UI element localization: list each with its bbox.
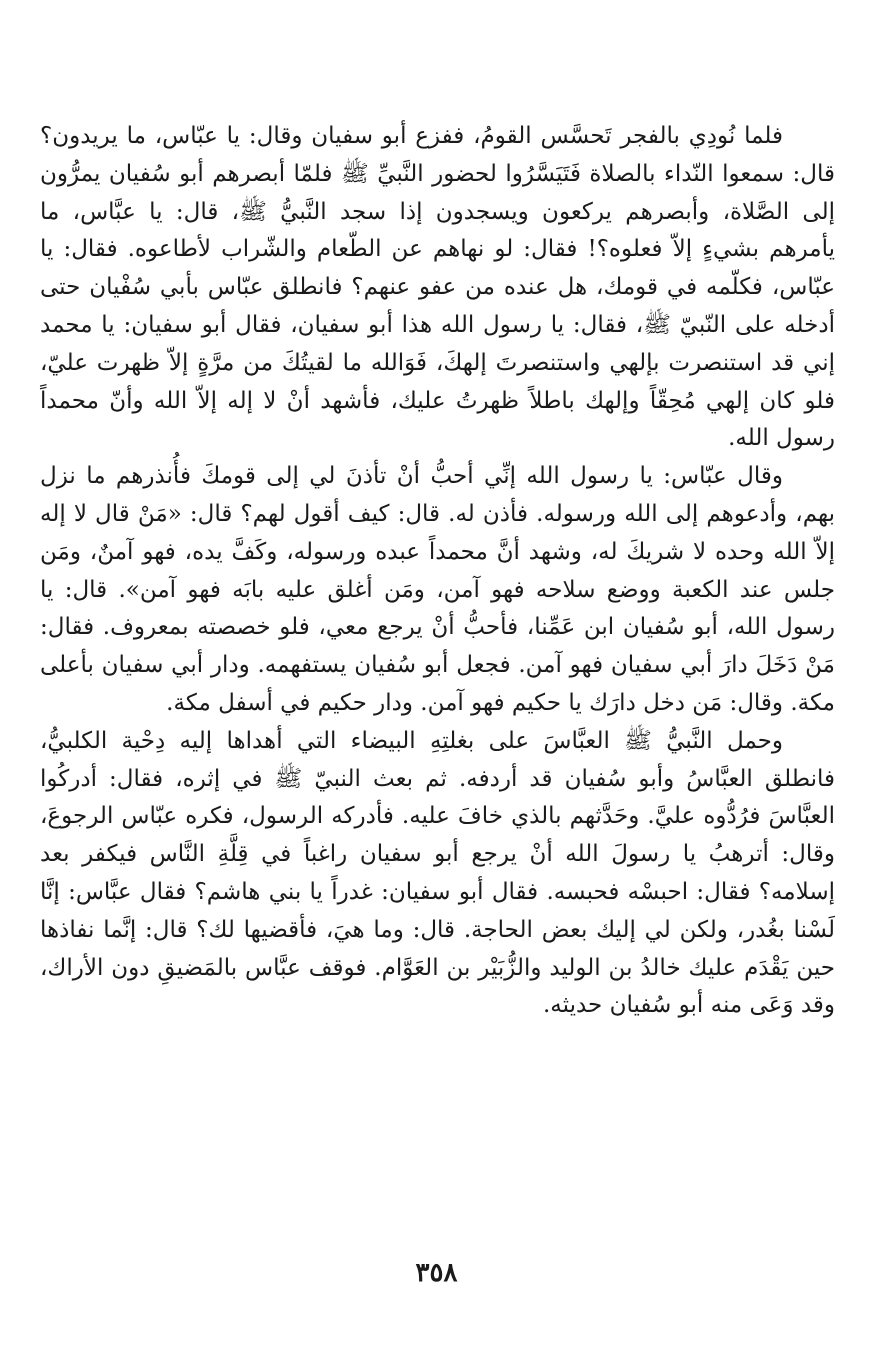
body-text (40, 118, 835, 1025)
paragraph-1: فلما نُودِي بالفجر تَحسَّس القومُ، ففزع أبو سفيان وقال: يا عبّاس، ما يريدون؟ قال: سمعوا النّداء بالصلاة فَتَيَسَّرُوا لحضور النَّبيِّ ﷺ فلمّا أبصرهم أبو سُفيان يمرُّون إلى الصَّلاة، وأبصرهم يركعون ويسجدون إذا سجد النَّبيُّ ﷺ، قال: يا عبَّاس، ما يأمرهم بشيءٍ إلاّ فعلوه؟! فقال: لو نهاهم عن الطّعام والشّراب لأطاعوه. فقال: يا عبّاس، فكلّمه في قومك، هل عنده من عفو عنهم؟ فانطلق عبّاس بأبي سُفْيان حتى أدخله على النّبيّ ﷺ، فقال: يا رسول الله هذا أبو سفيان، فقال أبو سفيان: يا محمد إني قد استنصرت بإلهي واستنصرتَ إلهكَ، فَوَالله ما لقيتُكَ من مرَّةٍ إلاّ ظهرت عليّ، فلو كان إلهي مُحِقّاً وإلهك باطلاً ظهرتُ عليك، فأشهد أنْ لا إله إلاّ الله وأنّ محمداً رسول الله. (40, 123, 835, 452)
paragraph-2: وقال عبّاس: يا رسول الله إنِّي أحبُّ أنْ تأذنَ لي إلى قومكَ فأُنذرهم ما نزل بهم، وأدعوهم إلى الله ورسوله. فأذن له. قال: كيف أقول لهم؟ قال: «مَنْ قال لا إله إلاّ الله وحده لا شريكَ له، وشهد أنَّ محمداً عبده ورسوله، وكَفَّ يده، فهو آمنٌ، ومَن جلس عند الكعبة ووضع سلاحه فهو آمن، ومَن أغلق عليه بابَه فهو آمن». قال: يا رسول الله، أبو سُفيان ابن عَمِّنا، فأحبُّ أنْ يرجع معي، فلو خصصته بمعروف. فقال: مَنْ دَخَلَ دارَ أبي سفيان فهو آمن. فجعل أبو سُفيان يستفهمه. ودار أبي سفيان بأعلى مكة. وقال: مَن دخل دارَك يا حكيم فهو آمن. ودار حكيم في أسفل مكة. (40, 463, 836, 716)
paragraph-3: وحمل النَّبيُّ ﷺ العبَّاسَ على بغلتِهِ البيضاء التي أهداها إليه دِحْية الكلبيُّ، فانطلق العبَّاسُ وأبو سُفيان قد أردفه. ثم بعث النبيّ ﷺ في إثره، فقال: أدركُوا العبَّاسَ فرُدُّوه عليَّ. وحَدَّثهم بالذي خافَ عليه. فأدركه الرسول، فكره عبّاس الرجوعَ، وقال: أترهبُ يا رسولَ الله أنْ يرجع أبو سفيان راغباً في قِلَّةِ النَّاس فيكفر بعد إسلامه؟ فقال: احبسْه فحبسه. فقال أبو سفيان: غدراً يا بني هاشم؟ فقال عبَّاس: إنَّا لَسْنا بغُدر، ولكن لي إليك بعض الحاجة. قال: وما هيَ، فأقضيها لك؟ قال: إنَّما نفاذها حين يَقْدَم عليك خالدُ بن الوليد والزُّبَيْر بن العَوَّام. فوقف عبَّاس بالمَضيقِ دون الأراك، وقد وَعَى منه أبو سُفيان حديثه. (40, 727, 836, 1019)
page-number: ٣٥٨ (415, 1258, 458, 1288)
